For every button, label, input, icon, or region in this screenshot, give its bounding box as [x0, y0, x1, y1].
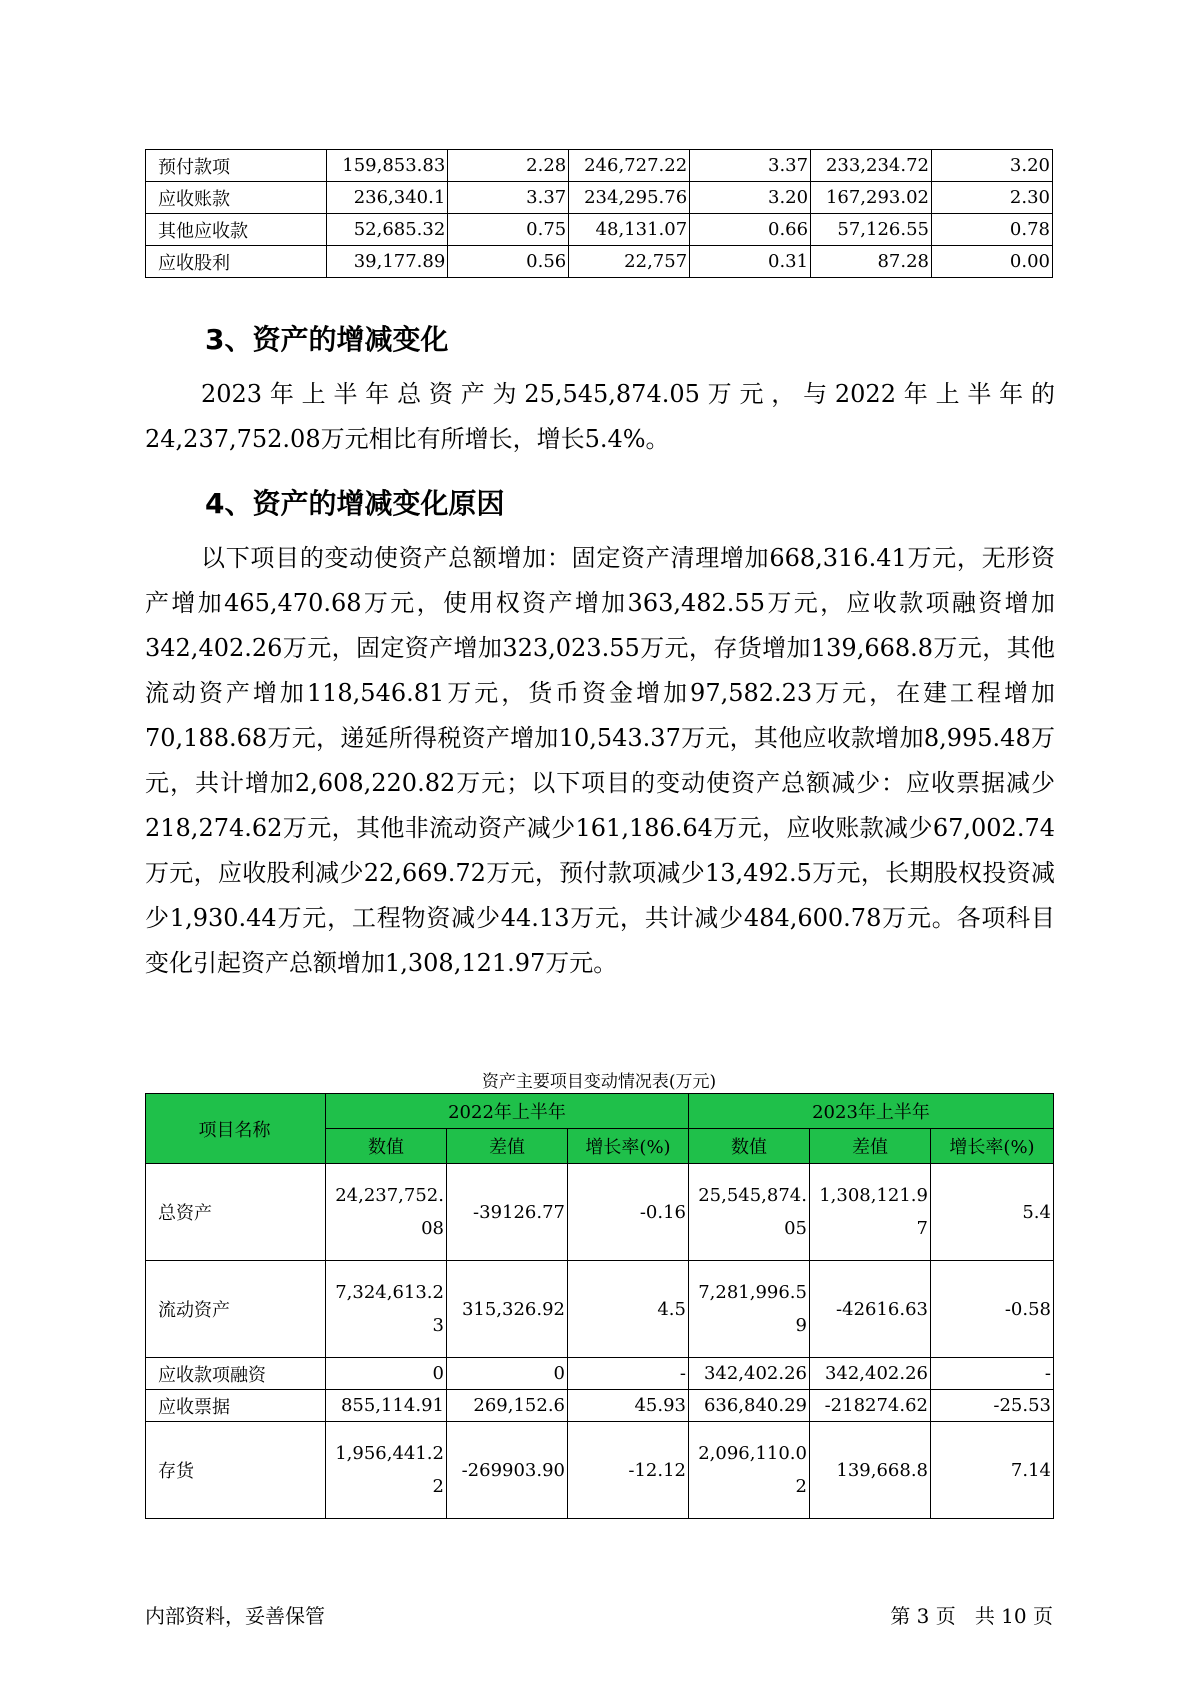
table-cell: -42616.63: [810, 1261, 931, 1358]
table-cell: 7,281,996.59: [689, 1261, 810, 1358]
table-cell: 855,114.91: [326, 1390, 447, 1422]
table-cell: 总资产: [146, 1164, 326, 1261]
table-cell: 7.14: [931, 1422, 1054, 1519]
table-cell: 315,326.92: [447, 1261, 568, 1358]
asset-change-table: [145, 1093, 1054, 1519]
column-header-difference: 差值: [810, 1129, 931, 1164]
table-cell: 3.37: [690, 150, 811, 182]
table-row: [146, 1358, 1054, 1390]
table-cell: 流动资产: [146, 1261, 326, 1358]
table-cell: 236,340.1: [327, 182, 448, 214]
table-cell: -0.16: [568, 1164, 689, 1261]
table-row: [146, 150, 1053, 182]
table-cell: 应收款项融资: [146, 1358, 326, 1390]
section-heading-change-reasons: 4、资产的增减变化原因: [205, 487, 505, 520]
column-header-2022: 2022年上半年: [326, 1094, 689, 1129]
table-cell: 342,402.26: [810, 1358, 931, 1390]
table-row: [146, 1164, 1054, 1261]
table-cell: -12.12: [568, 1422, 689, 1519]
table-cell: 0.31: [690, 246, 811, 278]
table-cell: 其他应收款: [146, 214, 327, 246]
table-cell: 25,545,874.05: [689, 1164, 810, 1261]
footer-confidential-note: 内部资料，妥善保管: [145, 1604, 325, 1628]
table-cell: 3.37: [448, 182, 569, 214]
table-cell: -: [568, 1358, 689, 1390]
table-row: [146, 246, 1053, 278]
column-header-value: 数值: [326, 1129, 447, 1164]
column-header-growth-rate: 增长率(%): [931, 1129, 1054, 1164]
table-cell: 5.4: [931, 1164, 1054, 1261]
table-cell: 234,295.76: [569, 182, 690, 214]
table-cell: 48,131.07: [569, 214, 690, 246]
table-cell: -39126.77: [447, 1164, 568, 1261]
table-cell: 0.66: [690, 214, 811, 246]
table-cell: 0.56: [448, 246, 569, 278]
page-number: 第 3 页 共 10 页: [890, 1604, 1053, 1628]
table-cell: 4.5: [568, 1261, 689, 1358]
table-cell: 2.28: [448, 150, 569, 182]
table-cell: -218274.62: [810, 1390, 931, 1422]
table-cell: 应收票据: [146, 1390, 326, 1422]
table-cell: 233,234.72: [811, 150, 932, 182]
section-paragraph-change-reasons: 以下项目的变动使资产总额增加：固定资产清理增加668,316.41万元，无形资产增加465,470.68万元，使用权资产增加363,482.55万元，应收款项融资增加342,402.26万元，固定资产增加323,023.55万元，存货增加139,668.8万元，其他流动资产增加118,546.81万元，货币资金增加97,582.23万元，在建工程增加70,188.68万元，递延所得税资产增加10,543.37万元，其他应收款增加8,995.48万元，共计增加2,608,220.82万元；以下项目的变动使资产总额减少：应收票据减少218,274.62万元，其他非流动资产减少161,186.64万元，应收账款减少67,002.74万元，应收股利减少22,669.72万元，预付款项减少13,492.5万元，长期股权投资减少1,930.44万元，工程物资减少44.13万元，共计减少484,600.78万元。各项科目变化引起资产总额增加1,308,121.97万元。: [145, 544, 1055, 977]
table-cell: 1,956,441.22: [326, 1422, 447, 1519]
column-header-value: 数值: [689, 1129, 810, 1164]
table-cell: -269903.90: [447, 1422, 568, 1519]
table-cell: 0.78: [932, 214, 1053, 246]
table-cell: 0: [326, 1358, 447, 1390]
table-cell: -25.53: [931, 1390, 1054, 1422]
table-cell: 139,668.8: [810, 1422, 931, 1519]
table-cell: 246,727.22: [569, 150, 690, 182]
table-cell: 159,853.83: [327, 150, 448, 182]
section-heading-asset-change: 3、资产的增减变化: [205, 323, 449, 356]
table-cell: 3.20: [690, 182, 811, 214]
table-cell: 7,324,613.23: [326, 1261, 447, 1358]
column-header-difference: 差值: [447, 1129, 568, 1164]
table-row: [146, 182, 1053, 214]
table-cell: 0.75: [448, 214, 569, 246]
table-cell: 预付款项: [146, 150, 327, 182]
table-header-row: [146, 1094, 1054, 1129]
table-cell: 0.00: [932, 246, 1053, 278]
table-cell: -0.58: [931, 1261, 1054, 1358]
top-asset-table: [145, 149, 1053, 278]
table-cell: 269,152.6: [447, 1390, 568, 1422]
table-row: [146, 1390, 1054, 1422]
table-cell: 0: [447, 1358, 568, 1390]
table-cell: 87.28: [811, 246, 932, 278]
table-cell: 22,757: [569, 246, 690, 278]
column-header-2023: 2023年上半年: [689, 1094, 1054, 1129]
table-cell: 2.30: [932, 182, 1053, 214]
table-cell: 636,840.29: [689, 1390, 810, 1422]
table-cell: 52,685.32: [327, 214, 448, 246]
table-cell: 3.20: [932, 150, 1053, 182]
table-cell: 应收账款: [146, 182, 327, 214]
table-row: [146, 1261, 1054, 1358]
table-row: [146, 214, 1053, 246]
column-header-item-name: 项目名称: [146, 1094, 326, 1164]
section-paragraph-asset-change: 2023年上半年总资产为25,545,874.05万元，与2022年上半年的24,237,752.08万元相比有所增长，增长5.4%。: [145, 380, 1055, 453]
table-cell: 1,308,121.97: [810, 1164, 931, 1261]
table-cell: 24,237,752.08: [326, 1164, 447, 1261]
table-cell: 57,126.55: [811, 214, 932, 246]
table-cell: 2,096,110.02: [689, 1422, 810, 1519]
table-cell: 167,293.02: [811, 182, 932, 214]
table-caption: 资产主要项目变动情况表(万元): [481, 1072, 717, 1092]
table-row: [146, 1422, 1054, 1519]
column-header-growth-rate: 增长率(%): [568, 1129, 689, 1164]
table-cell: 45.93: [568, 1390, 689, 1422]
table-cell: 存货: [146, 1422, 326, 1519]
table-cell: 39,177.89: [327, 246, 448, 278]
table-cell: 应收股利: [146, 246, 327, 278]
table-cell: 342,402.26: [689, 1358, 810, 1390]
table-cell: -: [931, 1358, 1054, 1390]
